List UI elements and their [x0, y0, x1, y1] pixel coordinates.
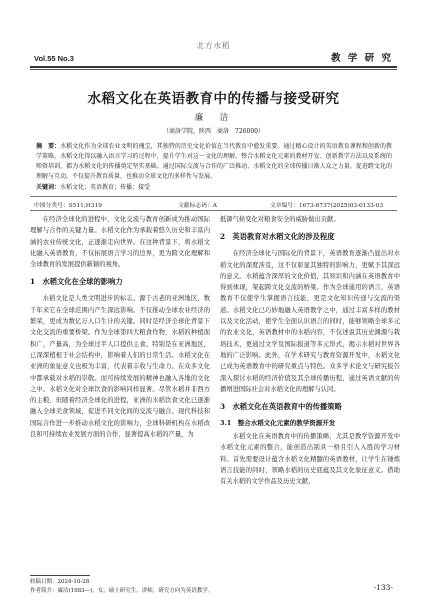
section-label: 教 学 研 究 — [331, 53, 393, 64]
meta-rule-top — [30, 196, 397, 197]
journal-name: 北方水稻 — [196, 41, 231, 50]
clc-number: 中图分类号：S511;H319 — [34, 203, 102, 209]
article-title: 水稻文化在英语教育中的传播与接受研究 — [87, 91, 340, 107]
abstract — [36, 142, 392, 182]
intro-paragraph: 在经济全球化的进程中，文化交流与教育创新成为推动国际理解与合作的关键力量。水稻文化作为承载着悠久历史和丰富内涵的农业传统文化，正逐渐走向世界。在这种背景下，将水稻文化融入英语教育，不仅拓展语言学习的边界，更为跨文化理解和全球教育的发展提供新颖的视角。 — [30, 216, 210, 269]
footnote — [30, 578, 215, 595]
left-column — [30, 214, 210, 440]
author-name: 廉 洁 — [194, 113, 233, 123]
volume-label: Vol.55 No.3 — [34, 54, 74, 63]
meta-rule-bottom — [30, 210, 397, 211]
abstract-label: 摘 要： — [36, 143, 61, 150]
keywords-text: 水稻文化；英语教育；传播；接受 — [60, 184, 151, 191]
document-code: 文献标志码：A — [178, 203, 217, 209]
author-bio: 作者简介：廉洁(1983—)，女，硕士研究生，讲师，研究方向为英语教学。 — [30, 587, 214, 594]
author-affiliation: （商洛学院，陕西 商洛 726000） — [163, 128, 264, 135]
article-id: 文章编号：1673-6737(2025)03-0133-03 — [270, 203, 384, 209]
abstract-text: 水稻文化作为全球农业文明的瑰宝，其独特的历史文化价值在当代教育中愈发重要。通过精心设计的英语教育课程和创新的教学策略，水稻文化得以融入语言学习的过程中，提升学生对这一文化的理解。整合水稻文化元素的教材开发、创新教学方法以及系统的师资培训，都为水稻文化的传播奠定坚实基础。通过国际交流与合作的广泛推动，水稻文化的全球传播日渐人众之力量。促进跨文化的理解与互动，不仅提升教育质量，也推动全球文化的多样性与发展。 — [36, 143, 392, 180]
keywords — [36, 183, 392, 193]
section-3-heading: 3 水稻文化在英语教育中的传播策略 — [220, 402, 342, 412]
keywords-label: 关键词： — [36, 184, 61, 191]
continued-paragraph: 抵御气候变化对粮食安全的威胁做出贡献。 — [220, 216, 340, 223]
header-rule — [30, 66, 397, 68]
header-rule-thin — [30, 69, 397, 70]
section-1-heading: 1 水稻文化在全球的影响力 — [30, 277, 123, 287]
footnote-rule — [30, 575, 90, 576]
section-2-paragraph: 在经济全球化与国际化的背景下，英语教育逐渐凸显出对水稻文化的深度涉及，这不仅彰显其独特的影响力，更赋予其深远的意义。水稻蕴含深厚的文化价值，其知识和内涵在英语教育中得到体现，架起跨文化交流的桥梁。作为全球通用的语言，英语教育不仅使学生掌握语言技能，更是文化知识传递与交流的渠道。水稻文化已巧妙地融入英语教学之中，通过丰富多样的教材以及文化活动，使学生全面认识语言的同时，能够领略全球多元的农业文化，英语教材中的水稻内容，不仅述说其历史渊源与栽培技术，更通过文学及国际报道等多元形式，揭示水稻对世界各地的广泛影响。此外，在学术研究与教育资源开发中，水稻文化已成为英语教育中的研究重点与特色。众多学术论文与研究报告深入探讨水稻的经济价值及其全球传播历程，通过英语文献的传播增进国际社会对水稻文化的理解与认同。 — [220, 250, 400, 393]
section-3-1-paragraph: 水稻文化在英语教育中的传播策略，尤其是教学资源开发中水稻文化元素的整合，能创造出别具一格且引人入胜的学习材料。首先需要设计蕴含水稻文化精髓的英语教材，让学生在锤炼语言技能的同时，领略水稻的历史底蕴及其文化象征意义。借助有关水稻的文学作品及历史文献， — [220, 433, 400, 486]
received-date: 收稿日期：2024-10-28 — [30, 579, 90, 585]
page-number: -133- — [373, 583, 393, 592]
section-1-paragraph: 水稻文化是人类文明进步的标志。源于古老的亚洲地区，数千年来它在全球范围内产生深远影响。不仅推动全球农业经济的繁荣，更成为数亿万人口生计的关键。同时是经济全球化背景下文化交流的重要桥梁。作为全球第四大粮食作物，水稻的种植面积广，产量高，为全球过半人口提供主食。特别是在亚洲地区，已深深植根于社会结构中，影响着人们的日常生活。水稻文化在亚洲的象征意义也极为丰富，代表着丰收与生命力。在众多文化中都承载对水稻的崇敬。而可持续发展的精神也融入各地的文化之中。水稻文化对全球饮食的影响同样显著。尽管水稻并非西方的主粮，但随着经济全球化的进程，亚洲的水稻饮食文化已逐渐融入全球美食领域，促进不同文化间的交流与融合。现代科技和国际合作进一步推动水稻文化的影响力，全球科研机构在水稻改良和可持续农业发展方面的合作，显著提高水稻的产量，为 — [30, 295, 210, 439]
right-column — [220, 214, 400, 488]
section-2-heading: 2 英语教育对水稻文化的涉及程度 — [220, 232, 335, 242]
section-3-1-heading: 3.1 整合水稻文化元素的教学资源开发 — [220, 419, 336, 428]
